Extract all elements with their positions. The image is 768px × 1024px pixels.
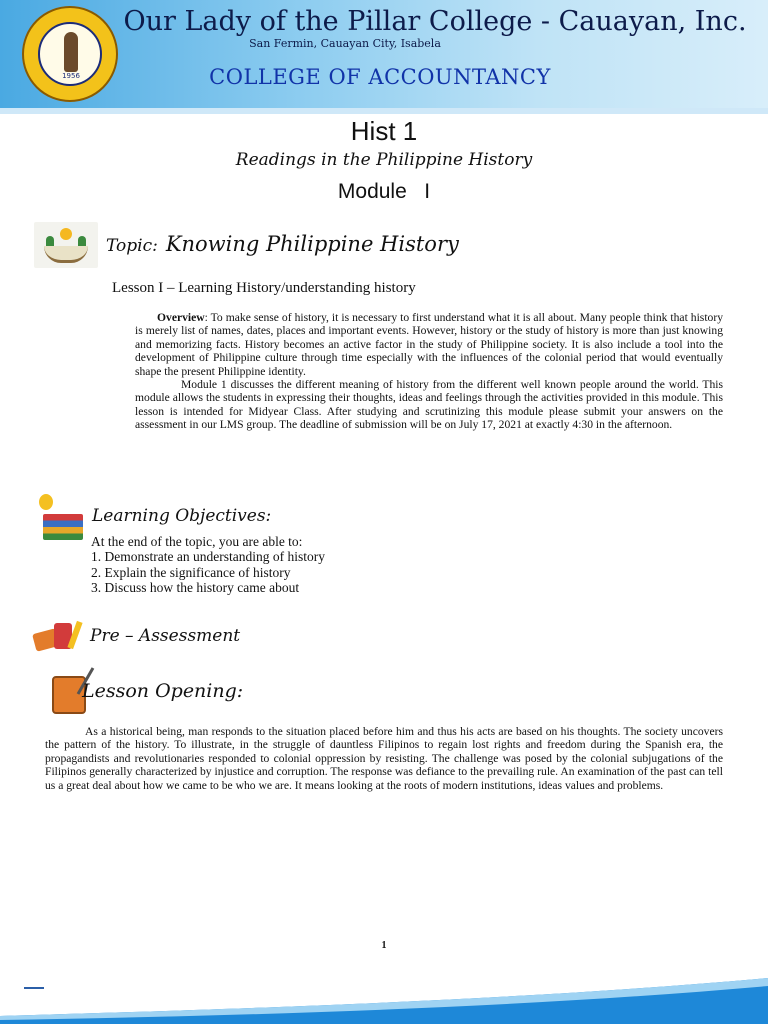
overview-label: Overview [157, 311, 205, 324]
topic-heading [106, 232, 526, 256]
course-title: Readings in the Philippine History [235, 150, 533, 170]
objective-item: 1. Demonstrate an understanding of history [91, 549, 325, 565]
objectives-heading: Learning Objectives: [92, 506, 272, 526]
pre-assessment-icon [32, 617, 86, 651]
objective-item: 3. Discuss how the history came about [91, 580, 300, 596]
footer-wave-decoration [0, 976, 768, 1024]
course-code: Hist 1 [350, 116, 418, 146]
college-seal-icon [22, 6, 118, 102]
page-header [0, 0, 768, 114]
overview-paragraph-1: Overview: To make sense of history, it is necessary to first understand what it is all about. Many people think that history is merely list of names, dates, places and important events. However, history or the study of history is more than just knowing and memorizing facts. History becomes an active factor in the study of Philippine society. It is also include a tool into the development of Philippine culture through time especially with the influences of the colonial period that would eventually shape the present Philippine identity. [135, 311, 723, 378]
seal-year: 1956 [62, 72, 80, 80]
college-department: COLLEGE OF ACCOUNTANCY [209, 65, 551, 89]
objectives-intro: At the end of the topic, you are able to: [91, 534, 303, 549]
topic-book-icon [34, 222, 98, 268]
college-name: Our Lady of the Pillar College - Cauayan, Inc. [123, 6, 747, 37]
objective-item: 2. Explain the significance of history [91, 564, 291, 580]
pre-assessment-heading: Pre – Assessment [90, 626, 241, 646]
objectives-list [91, 534, 511, 596]
topic-name: Knowing Philippine History [165, 232, 459, 256]
overview-paragraph-2: Module 1 discusses the different meaning of history from the different well known people around the world. This module allows the students in expressing their thoughts, ideas and feelings through the activities provided in this module. This lesson is intended for Midyear Class. After studying and scrutinizing this module please submit your answers on the assessment in our LMS group. The deadline of submission will be on July 17, 2021 at exactly 4:30 in the afternoon. [135, 378, 723, 432]
college-address: San Fermin, Cauayan City, Isabela [249, 37, 441, 50]
page-number: 1 [381, 940, 387, 951]
topic-prefix: Topic: [106, 236, 158, 256]
lesson-title: Lesson I – Learning History/understanding history [112, 280, 416, 296]
lesson-opening-heading: Lesson Opening: [82, 680, 244, 702]
module-label: Module I [337, 180, 431, 203]
lesson-opening-body: As a historical being, man responds to the situation placed before him and thus his acts are based on his thoughts. The society uncovers the pattern of the history. To illustrate, in the struggle of dauntless Filipinos to regain lost rights and freedom during the Spanish era, the propagandists and revolutionaries responded to colonial oppression by resisting. The challenge was posed by the colonial subjugations of the Filipinos generally characterized by injustice and corruption. The response was defiance to the prevailing rule. An examination of the past can tell us a great deal about how we came to be who we are. It means looking at the roots of modern institutions, ideas values and problems. [45, 725, 723, 792]
overview-section [135, 311, 723, 432]
objectives-icon [33, 492, 89, 544]
